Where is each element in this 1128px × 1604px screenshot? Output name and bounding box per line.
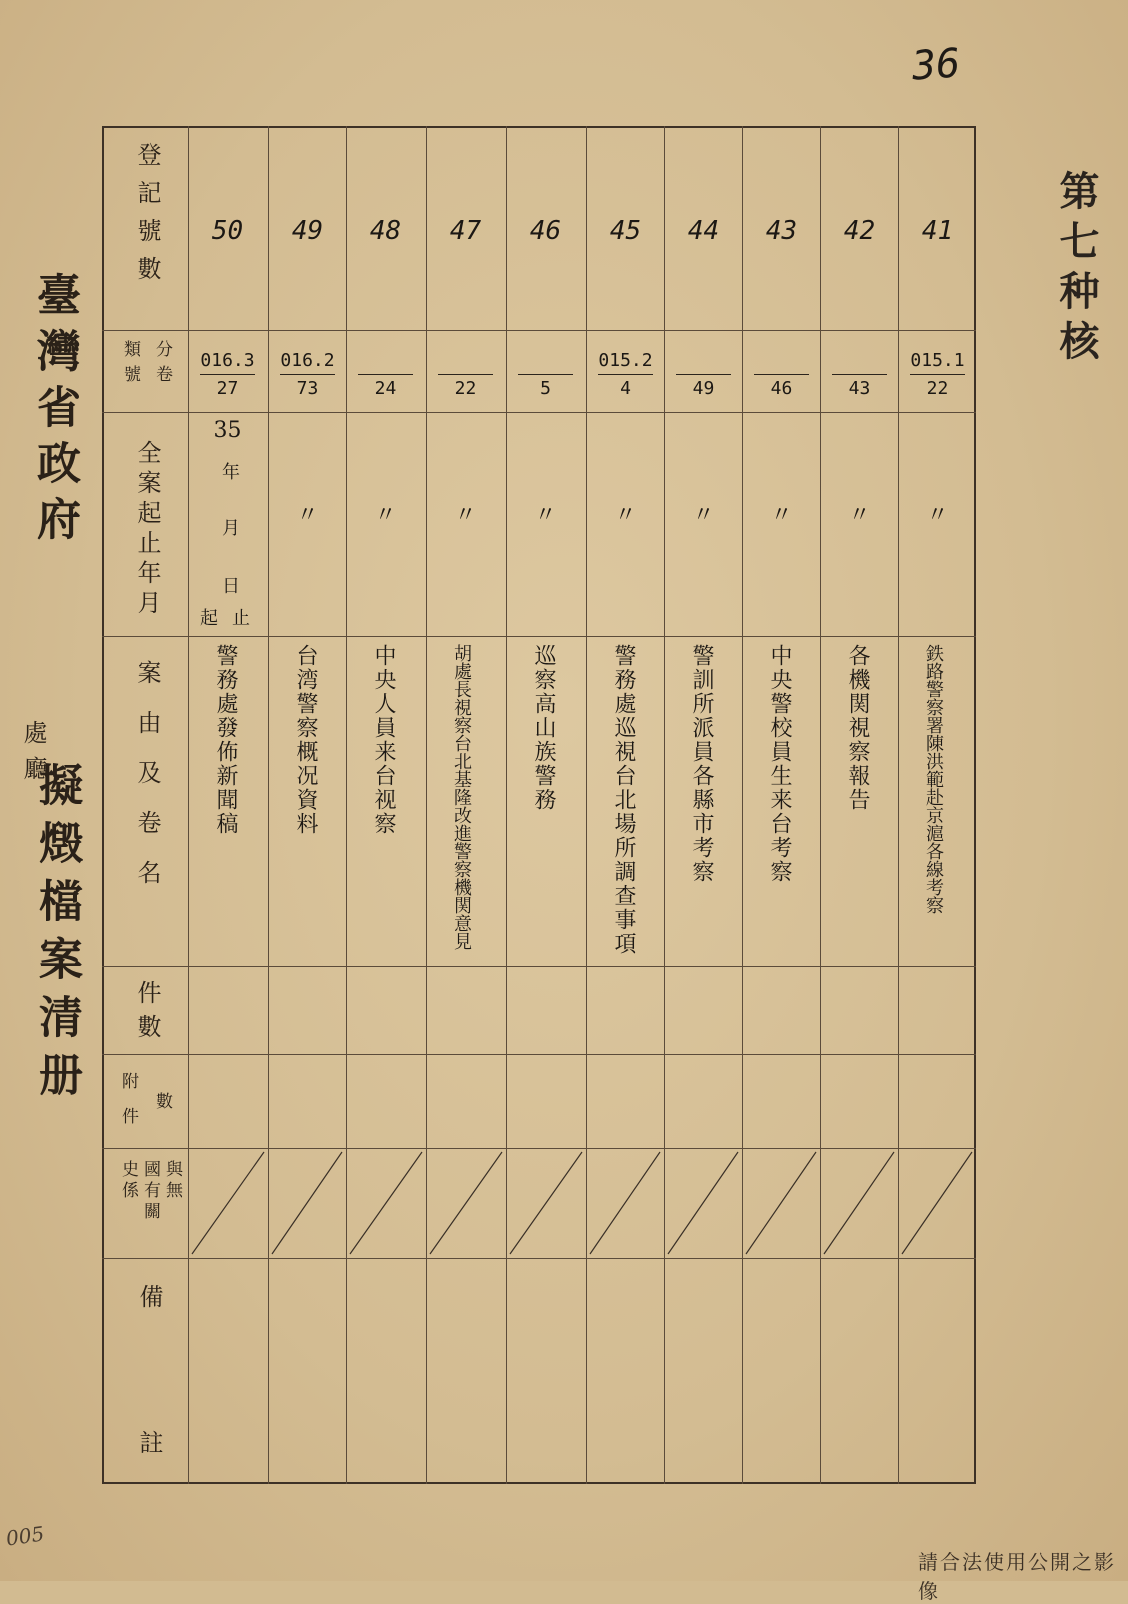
case-subject: 胡處長視察台北基隆改進警察機関意見 xyxy=(451,644,472,950)
volume-number: 73 xyxy=(296,378,319,399)
department-label: 處廳 xyxy=(19,720,47,792)
volume-number: 22 xyxy=(926,378,949,399)
header-relevance-2: 國有關 xyxy=(140,1160,160,1223)
period-day-label: 日 xyxy=(222,576,240,597)
case-subject: 鉄路警察署陳洪範赴京滬各線考察 xyxy=(923,644,944,914)
period-end-label: 止 xyxy=(232,608,250,629)
header-attachments-right: 數 xyxy=(152,1092,172,1109)
registration-number: 46 xyxy=(529,216,562,246)
classification-number: 016.2 xyxy=(280,350,335,371)
period-start-year: 35 xyxy=(213,418,242,443)
period-start-label: 起 xyxy=(200,608,218,629)
header-attachments-left: 附件 xyxy=(118,1072,138,1142)
registration-number: 50 xyxy=(211,216,244,246)
period-ditto-mark: 〃 xyxy=(534,503,557,528)
classification-fraction-bar xyxy=(518,374,573,375)
relevance-diagonal xyxy=(192,1152,264,1254)
relevance-diagonal xyxy=(510,1152,582,1254)
case-subject: 中央人員来台视察 xyxy=(371,644,396,836)
registration-number: 43 xyxy=(765,216,798,246)
relevance-diagonal xyxy=(272,1152,342,1254)
classification-fraction-bar xyxy=(832,374,887,375)
period-ditto-mark: 〃 xyxy=(926,503,949,528)
header-relevance-1: 與無 xyxy=(162,1160,182,1202)
volume-number: 27 xyxy=(216,378,239,399)
volume-number: 5 xyxy=(540,378,551,399)
classification-number: 016.3 xyxy=(200,350,255,371)
classification-fraction-bar xyxy=(910,374,965,375)
period-ditto-mark: 〃 xyxy=(770,503,793,528)
usage-notice: 請合法使用公開之影像 xyxy=(918,1550,1116,1603)
relevance-diagonal xyxy=(350,1152,422,1254)
handwritten-side-note: 第七种核 xyxy=(1053,170,1100,370)
header-classification-bottom: 類號 xyxy=(120,340,140,390)
classification-fraction-bar xyxy=(358,374,413,375)
header-relevance-3: 史係 xyxy=(118,1160,138,1202)
case-subject: 中央警校員生来台考察 xyxy=(767,644,792,884)
registration-number: 44 xyxy=(687,216,720,246)
government-title: 臺灣省政府 xyxy=(29,272,80,552)
registration-number: 48 xyxy=(369,216,402,246)
header-period: 全案起止年月 xyxy=(133,440,161,620)
registration-number: 45 xyxy=(609,216,642,246)
classification-fraction-bar xyxy=(200,374,255,375)
period-ditto-mark: 〃 xyxy=(296,503,319,528)
volume-number: 22 xyxy=(454,378,477,399)
volume-number: 43 xyxy=(848,378,871,399)
volume-number: 46 xyxy=(770,378,793,399)
period-month-label: 月 xyxy=(222,518,240,539)
classification-fraction-bar xyxy=(438,374,493,375)
classification-number: 015.2 xyxy=(598,350,653,371)
case-subject: 巡察高山族警務 xyxy=(531,644,556,812)
registration-number: 41 xyxy=(921,216,954,246)
case-subject: 警務處巡視台北場所調查事項 xyxy=(611,644,636,956)
volume-number: 49 xyxy=(692,378,715,399)
classification-fraction-bar xyxy=(280,374,335,375)
period-ditto-mark: 〃 xyxy=(614,503,637,528)
classification-fraction-bar xyxy=(598,374,653,375)
period-ditto-mark: 〃 xyxy=(374,503,397,528)
header-classification-top: 分卷 xyxy=(152,340,172,390)
header-registration-no: 登記號數 xyxy=(133,142,161,294)
classification-fraction-bar xyxy=(754,374,809,375)
registration-number: 42 xyxy=(843,216,876,246)
corner-mark: 005 xyxy=(4,1521,46,1551)
case-subject: 各機関視察報告 xyxy=(845,644,870,812)
case-subject: 警訓所派員各縣市考察 xyxy=(689,644,714,884)
relevance-diagonal xyxy=(902,1152,972,1254)
relevance-diagonal xyxy=(824,1152,894,1254)
relevance-diagonal xyxy=(430,1152,502,1254)
period-ditto-mark: 〃 xyxy=(692,503,715,528)
period-year-label: 年 xyxy=(222,462,240,483)
period-ditto-mark: 〃 xyxy=(454,503,477,528)
classification-number: 015.1 xyxy=(910,350,965,371)
relevance-diagonal xyxy=(668,1152,738,1254)
document-title: 擬燬檔案清册 xyxy=(31,762,82,1110)
case-subject: 警務處發佈新聞稿 xyxy=(213,644,238,836)
classification-fraction-bar xyxy=(676,374,731,375)
header-remarks-top: 備 xyxy=(135,1284,163,1308)
period-ditto-mark: 〃 xyxy=(848,503,871,528)
case-subject: 台湾警察概况資料 xyxy=(293,644,318,836)
header-item-count: 件數 xyxy=(133,980,161,1048)
page-number: 36 xyxy=(910,40,962,90)
relevance-diagonal xyxy=(746,1152,816,1254)
registration-number: 47 xyxy=(449,216,482,246)
registration-number: 49 xyxy=(291,216,324,246)
volume-number: 24 xyxy=(374,378,397,399)
volume-number: 4 xyxy=(620,378,631,399)
relevance-diagonal xyxy=(590,1152,660,1254)
header-remarks-bottom: 註 xyxy=(135,1430,163,1454)
header-subject: 案由及卷名 xyxy=(133,660,161,910)
